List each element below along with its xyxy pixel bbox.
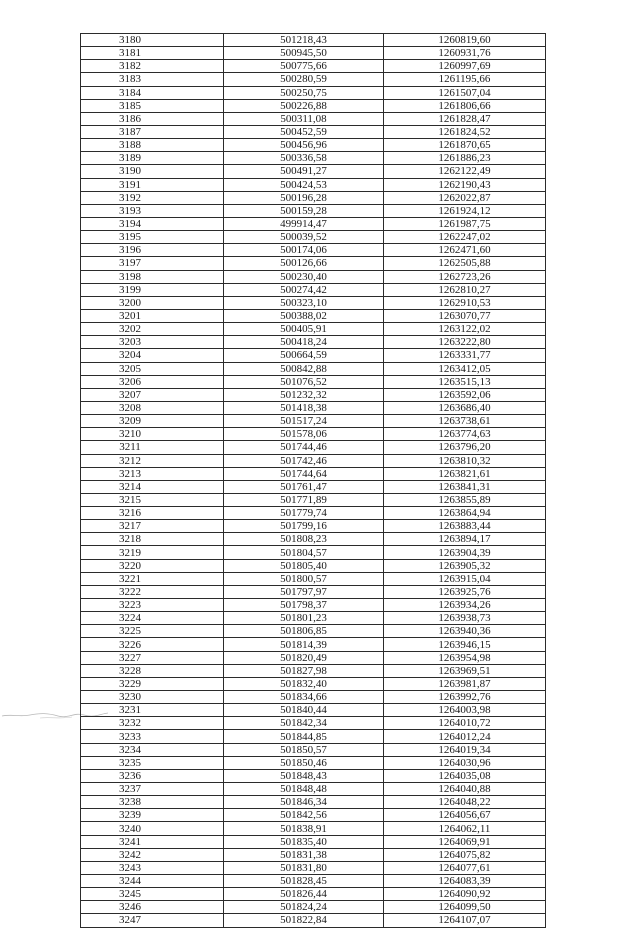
- x-coordinate-cell: 500126,66: [224, 257, 384, 270]
- table-row: [81, 454, 546, 467]
- y-coordinate-cell: 1262122,49: [384, 165, 546, 178]
- x-coordinate-cell: 500196,28: [224, 191, 384, 204]
- y-coordinate-cell: 1261828,47: [384, 112, 546, 125]
- x-coordinate-cell: 501076,52: [224, 375, 384, 388]
- y-coordinate-cell: 1264040,88: [384, 783, 546, 796]
- point-number-cell: 3226: [81, 638, 224, 651]
- y-coordinate-cell: 1264003,98: [384, 704, 546, 717]
- x-coordinate-cell: 501840,44: [224, 704, 384, 717]
- y-coordinate-cell: 1260819,60: [384, 34, 546, 47]
- x-coordinate-cell: 499914,47: [224, 217, 384, 230]
- table-row: [81, 480, 546, 493]
- x-coordinate-cell: 501827,98: [224, 664, 384, 677]
- x-coordinate-cell: 501806,85: [224, 625, 384, 638]
- table-row: [81, 888, 546, 901]
- point-number-cell: 3244: [81, 875, 224, 888]
- point-number-cell: 3189: [81, 152, 224, 165]
- table-row: [81, 717, 546, 730]
- table-row: [81, 47, 546, 60]
- y-coordinate-cell: 1262723,26: [384, 270, 546, 283]
- y-coordinate-cell: 1263686,40: [384, 401, 546, 414]
- table-row: [81, 861, 546, 874]
- table-row: [81, 112, 546, 125]
- x-coordinate-cell: 501771,89: [224, 493, 384, 506]
- y-coordinate-cell: 1262471,60: [384, 244, 546, 257]
- point-number-cell: 3229: [81, 677, 224, 690]
- table-row: [81, 86, 546, 99]
- table-row: [81, 677, 546, 690]
- y-coordinate-cell: 1264012,24: [384, 730, 546, 743]
- y-coordinate-cell: 1263855,89: [384, 493, 546, 506]
- table-row: [81, 270, 546, 283]
- point-number-cell: 3192: [81, 191, 224, 204]
- point-number-cell: 3219: [81, 546, 224, 559]
- table-row: [81, 625, 546, 638]
- table-row: [81, 914, 546, 927]
- point-number-cell: 3237: [81, 783, 224, 796]
- table-row: [81, 257, 546, 270]
- x-coordinate-cell: 501844,85: [224, 730, 384, 743]
- table-row: [81, 651, 546, 664]
- y-coordinate-cell: 1260931,76: [384, 47, 546, 60]
- x-coordinate-cell: 501831,38: [224, 848, 384, 861]
- table-row: [81, 152, 546, 165]
- x-coordinate-cell: 500775,66: [224, 60, 384, 73]
- table-row: [81, 415, 546, 428]
- x-coordinate-cell: 501824,24: [224, 901, 384, 914]
- y-coordinate-cell: 1261824,52: [384, 125, 546, 138]
- x-coordinate-cell: 501800,57: [224, 572, 384, 585]
- y-coordinate-cell: 1263774,63: [384, 428, 546, 441]
- table-row: [81, 323, 546, 336]
- point-number-cell: 3216: [81, 507, 224, 520]
- table-row: [81, 125, 546, 138]
- table-row: [81, 546, 546, 559]
- y-coordinate-cell: 1261507,04: [384, 86, 546, 99]
- y-coordinate-cell: 1261806,66: [384, 99, 546, 112]
- table-row: [81, 848, 546, 861]
- y-coordinate-cell: 1263331,77: [384, 349, 546, 362]
- y-coordinate-cell: 1263940,36: [384, 625, 546, 638]
- table-row: [81, 441, 546, 454]
- point-number-cell: 3187: [81, 125, 224, 138]
- x-coordinate-cell: 500274,42: [224, 283, 384, 296]
- table-row: [81, 493, 546, 506]
- y-coordinate-cell: 1262190,43: [384, 178, 546, 191]
- table-row: [81, 467, 546, 480]
- table-row: [81, 664, 546, 677]
- point-number-cell: 3212: [81, 454, 224, 467]
- point-number-cell: 3186: [81, 112, 224, 125]
- y-coordinate-cell: 1264010,72: [384, 717, 546, 730]
- y-coordinate-cell: 1264048,22: [384, 796, 546, 809]
- point-number-cell: 3241: [81, 835, 224, 848]
- point-number-cell: 3247: [81, 914, 224, 927]
- y-coordinate-cell: 1263954,98: [384, 651, 546, 664]
- x-coordinate-cell: 501822,84: [224, 914, 384, 927]
- x-coordinate-cell: 501744,46: [224, 441, 384, 454]
- point-number-cell: 3211: [81, 441, 224, 454]
- y-coordinate-cell: 1262505,88: [384, 257, 546, 270]
- x-coordinate-cell: 500664,59: [224, 349, 384, 362]
- x-coordinate-cell: 500405,91: [224, 323, 384, 336]
- point-number-cell: 3242: [81, 848, 224, 861]
- table-row: [81, 34, 546, 47]
- x-coordinate-cell: 500456,96: [224, 139, 384, 152]
- y-coordinate-cell: 1263810,32: [384, 454, 546, 467]
- point-number-cell: 3180: [81, 34, 224, 47]
- x-coordinate-cell: 500159,28: [224, 204, 384, 217]
- table-row: [81, 533, 546, 546]
- point-number-cell: 3193: [81, 204, 224, 217]
- y-coordinate-cell: 1264069,91: [384, 835, 546, 848]
- point-number-cell: 3202: [81, 323, 224, 336]
- x-coordinate-cell: 501798,37: [224, 599, 384, 612]
- y-coordinate-cell: 1264056,67: [384, 809, 546, 822]
- x-coordinate-cell: 501742,46: [224, 454, 384, 467]
- x-coordinate-cell: 500945,50: [224, 47, 384, 60]
- table-row: [81, 704, 546, 717]
- table-row: [81, 388, 546, 401]
- point-number-cell: 3246: [81, 901, 224, 914]
- point-number-cell: 3231: [81, 704, 224, 717]
- point-number-cell: 3208: [81, 401, 224, 414]
- point-number-cell: 3220: [81, 559, 224, 572]
- x-coordinate-cell: 500226,88: [224, 99, 384, 112]
- x-coordinate-cell: 501820,49: [224, 651, 384, 664]
- x-coordinate-cell: 501808,23: [224, 533, 384, 546]
- y-coordinate-cell: 1263515,13: [384, 375, 546, 388]
- table-row: [81, 769, 546, 782]
- y-coordinate-cell: 1264035,08: [384, 769, 546, 782]
- point-number-cell: 3200: [81, 296, 224, 309]
- y-coordinate-cell: 1263925,76: [384, 585, 546, 598]
- table-row: [81, 296, 546, 309]
- x-coordinate-cell: 501218,43: [224, 34, 384, 47]
- table-row: [81, 204, 546, 217]
- point-number-cell: 3194: [81, 217, 224, 230]
- x-coordinate-cell: 500491,27: [224, 165, 384, 178]
- y-coordinate-cell: 1263222,80: [384, 336, 546, 349]
- point-number-cell: 3223: [81, 599, 224, 612]
- y-coordinate-cell: 1263864,94: [384, 507, 546, 520]
- table-row: [81, 756, 546, 769]
- point-number-cell: 3245: [81, 888, 224, 901]
- point-number-cell: 3203: [81, 336, 224, 349]
- x-coordinate-cell: 501744,64: [224, 467, 384, 480]
- y-coordinate-cell: 1263938,73: [384, 612, 546, 625]
- x-coordinate-cell: 500842,88: [224, 362, 384, 375]
- y-coordinate-cell: 1263592,06: [384, 388, 546, 401]
- y-coordinate-cell: 1262810,27: [384, 283, 546, 296]
- coordinates-table-body: [81, 34, 546, 928]
- table-row: [81, 809, 546, 822]
- table-row: [81, 401, 546, 414]
- point-number-cell: 3210: [81, 428, 224, 441]
- coordinates-table: [80, 33, 546, 928]
- point-number-cell: 3234: [81, 743, 224, 756]
- table-row: [81, 901, 546, 914]
- x-coordinate-cell: 501850,46: [224, 756, 384, 769]
- x-coordinate-cell: 501805,40: [224, 559, 384, 572]
- y-coordinate-cell: 1261987,75: [384, 217, 546, 230]
- x-coordinate-cell: 500230,40: [224, 270, 384, 283]
- x-coordinate-cell: 500280,59: [224, 73, 384, 86]
- x-coordinate-cell: 501801,23: [224, 612, 384, 625]
- point-number-cell: 3214: [81, 480, 224, 493]
- table-row: [81, 336, 546, 349]
- y-coordinate-cell: 1260997,69: [384, 60, 546, 73]
- point-number-cell: 3199: [81, 283, 224, 296]
- y-coordinate-cell: 1262022,87: [384, 191, 546, 204]
- x-coordinate-cell: 500388,02: [224, 309, 384, 322]
- y-coordinate-cell: 1264090,92: [384, 888, 546, 901]
- table-row: [81, 638, 546, 651]
- x-coordinate-cell: 501804,57: [224, 546, 384, 559]
- x-coordinate-cell: 500424,53: [224, 178, 384, 191]
- y-coordinate-cell: 1263412,05: [384, 362, 546, 375]
- x-coordinate-cell: 501848,48: [224, 783, 384, 796]
- point-number-cell: 3221: [81, 572, 224, 585]
- x-coordinate-cell: 501418,38: [224, 401, 384, 414]
- x-coordinate-cell: 501779,74: [224, 507, 384, 520]
- point-number-cell: 3182: [81, 60, 224, 73]
- x-coordinate-cell: 501578,06: [224, 428, 384, 441]
- table-row: [81, 612, 546, 625]
- table-row: [81, 585, 546, 598]
- point-number-cell: 3184: [81, 86, 224, 99]
- x-coordinate-cell: 501761,47: [224, 480, 384, 493]
- point-number-cell: 3205: [81, 362, 224, 375]
- x-coordinate-cell: 501232,32: [224, 388, 384, 401]
- y-coordinate-cell: 1262247,02: [384, 231, 546, 244]
- point-number-cell: 3204: [81, 349, 224, 362]
- y-coordinate-cell: 1263969,51: [384, 664, 546, 677]
- point-number-cell: 3188: [81, 139, 224, 152]
- table-row: [81, 349, 546, 362]
- x-coordinate-cell: 501838,91: [224, 822, 384, 835]
- point-number-cell: 3185: [81, 99, 224, 112]
- table-row: [81, 375, 546, 388]
- y-coordinate-cell: 1263841,31: [384, 480, 546, 493]
- point-number-cell: 3191: [81, 178, 224, 191]
- table-row: [81, 730, 546, 743]
- y-coordinate-cell: 1264083,39: [384, 875, 546, 888]
- x-coordinate-cell: 501834,66: [224, 691, 384, 704]
- y-coordinate-cell: 1263796,20: [384, 441, 546, 454]
- point-number-cell: 3183: [81, 73, 224, 86]
- table-row: [81, 796, 546, 809]
- y-coordinate-cell: 1263904,39: [384, 546, 546, 559]
- point-number-cell: 3222: [81, 585, 224, 598]
- point-number-cell: 3217: [81, 520, 224, 533]
- table-row: [81, 783, 546, 796]
- y-coordinate-cell: 1264077,61: [384, 861, 546, 874]
- point-number-cell: 3224: [81, 612, 224, 625]
- y-coordinate-cell: 1261924,12: [384, 204, 546, 217]
- point-number-cell: 3232: [81, 717, 224, 730]
- table-row: [81, 822, 546, 835]
- table-row: [81, 139, 546, 152]
- point-number-cell: 3243: [81, 861, 224, 874]
- table-row: [81, 191, 546, 204]
- point-number-cell: 3196: [81, 244, 224, 257]
- table-row: [81, 231, 546, 244]
- y-coordinate-cell: 1264099,50: [384, 901, 546, 914]
- x-coordinate-cell: 501797,97: [224, 585, 384, 598]
- x-coordinate-cell: 501826,44: [224, 888, 384, 901]
- table-row: [81, 520, 546, 533]
- x-coordinate-cell: 501842,34: [224, 717, 384, 730]
- point-number-cell: 3227: [81, 651, 224, 664]
- y-coordinate-cell: 1263738,61: [384, 415, 546, 428]
- point-number-cell: 3239: [81, 809, 224, 822]
- table-row: [81, 178, 546, 191]
- table-row: [81, 743, 546, 756]
- point-number-cell: 3181: [81, 47, 224, 60]
- x-coordinate-cell: 500174,06: [224, 244, 384, 257]
- y-coordinate-cell: 1264062,11: [384, 822, 546, 835]
- x-coordinate-cell: 501828,45: [224, 875, 384, 888]
- y-coordinate-cell: 1264075,82: [384, 848, 546, 861]
- x-coordinate-cell: 501835,40: [224, 835, 384, 848]
- point-number-cell: 3195: [81, 231, 224, 244]
- table-row: [81, 599, 546, 612]
- y-coordinate-cell: 1263946,15: [384, 638, 546, 651]
- point-number-cell: 3201: [81, 309, 224, 322]
- y-coordinate-cell: 1263934,26: [384, 599, 546, 612]
- point-number-cell: 3235: [81, 756, 224, 769]
- point-number-cell: 3206: [81, 375, 224, 388]
- y-coordinate-cell: 1263070,77: [384, 309, 546, 322]
- point-number-cell: 3209: [81, 415, 224, 428]
- table-row: [81, 691, 546, 704]
- x-coordinate-cell: 501832,40: [224, 677, 384, 690]
- point-number-cell: 3215: [81, 493, 224, 506]
- x-coordinate-cell: 501799,16: [224, 520, 384, 533]
- point-number-cell: 3213: [81, 467, 224, 480]
- point-number-cell: 3197: [81, 257, 224, 270]
- y-coordinate-cell: 1263905,32: [384, 559, 546, 572]
- x-coordinate-cell: 500418,24: [224, 336, 384, 349]
- x-coordinate-cell: 501850,57: [224, 743, 384, 756]
- table-row: [81, 60, 546, 73]
- table-row: [81, 309, 546, 322]
- y-coordinate-cell: 1263894,17: [384, 533, 546, 546]
- y-coordinate-cell: 1264030,96: [384, 756, 546, 769]
- table-row: [81, 507, 546, 520]
- y-coordinate-cell: 1263915,04: [384, 572, 546, 585]
- x-coordinate-cell: 500323,10: [224, 296, 384, 309]
- y-coordinate-cell: 1261870,65: [384, 139, 546, 152]
- x-coordinate-cell: 500452,59: [224, 125, 384, 138]
- table-row: [81, 572, 546, 585]
- y-coordinate-cell: 1264019,34: [384, 743, 546, 756]
- y-coordinate-cell: 1261195,66: [384, 73, 546, 86]
- table-row: [81, 99, 546, 112]
- x-coordinate-cell: 501831,80: [224, 861, 384, 874]
- x-coordinate-cell: 500336,58: [224, 152, 384, 165]
- point-number-cell: 3238: [81, 796, 224, 809]
- x-coordinate-cell: 501848,43: [224, 769, 384, 782]
- table-row: [81, 559, 546, 572]
- x-coordinate-cell: 500250,75: [224, 86, 384, 99]
- y-coordinate-cell: 1262910,53: [384, 296, 546, 309]
- point-number-cell: 3218: [81, 533, 224, 546]
- point-number-cell: 3233: [81, 730, 224, 743]
- x-coordinate-cell: 501846,34: [224, 796, 384, 809]
- table-row: [81, 428, 546, 441]
- table-row: [81, 217, 546, 230]
- table-row: [81, 73, 546, 86]
- x-coordinate-cell: 500039,52: [224, 231, 384, 244]
- table-row: [81, 165, 546, 178]
- y-coordinate-cell: 1264107,07: [384, 914, 546, 927]
- x-coordinate-cell: 501814,39: [224, 638, 384, 651]
- y-coordinate-cell: 1263122,02: [384, 323, 546, 336]
- point-number-cell: 3225: [81, 625, 224, 638]
- point-number-cell: 3198: [81, 270, 224, 283]
- y-coordinate-cell: 1263981,87: [384, 677, 546, 690]
- point-number-cell: 3230: [81, 691, 224, 704]
- point-number-cell: 3236: [81, 769, 224, 782]
- x-coordinate-cell: 501842,56: [224, 809, 384, 822]
- y-coordinate-cell: 1263992,76: [384, 691, 546, 704]
- point-number-cell: 3240: [81, 822, 224, 835]
- table-row: [81, 244, 546, 257]
- table-row: [81, 283, 546, 296]
- x-coordinate-cell: 500311,08: [224, 112, 384, 125]
- point-number-cell: 3190: [81, 165, 224, 178]
- y-coordinate-cell: 1263821,61: [384, 467, 546, 480]
- y-coordinate-cell: 1263883,44: [384, 520, 546, 533]
- table-row: [81, 362, 546, 375]
- table-row: [81, 875, 546, 888]
- y-coordinate-cell: 1261886,23: [384, 152, 546, 165]
- point-number-cell: 3207: [81, 388, 224, 401]
- x-coordinate-cell: 501517,24: [224, 415, 384, 428]
- table-row: [81, 835, 546, 848]
- point-number-cell: 3228: [81, 664, 224, 677]
